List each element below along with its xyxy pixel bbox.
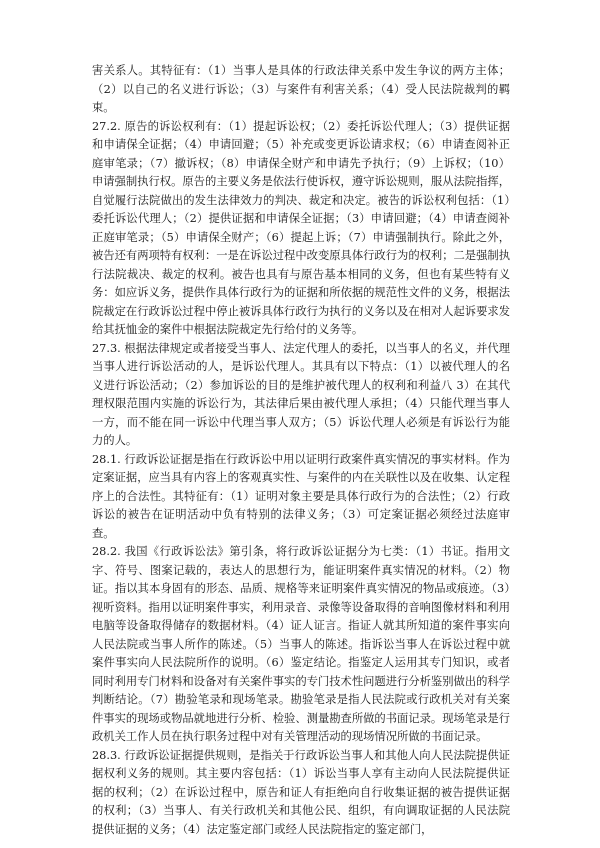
document-page [92, 62, 510, 839]
paragraph-27-2-litigation-rights: 27.2. 原告的诉讼权利有：（1）提起诉讼权；（2）委托诉讼代理人；（3）提供证据和申请保全证据；（4）申请回避；（5）补充或变更诉讼请求权；（6）申请查阅补正庭审笔录；（7）撤诉权；（8）申请保全财产和申请先予执行；（9）上诉权；（10）申请强制执行权。原告的主要义务是依法行使诉权，遵守诉讼规则，服从法院指挥，自觉履行法院做出的发生法律效力的判决、裁定和决定。被告的诉讼权利包括：（1）委托诉讼代理人；（2）提供证据和申请保全证据；（3）申请回避；（4）申请查阅补正庭审笔录；（5）申请保全财产；（6）提起上诉；（7）申请强制执行。除此之外，被告还有两项特有权利：一是在诉讼过程中改变原具体行政行为的权利；二是强制执行法院裁决、裁定的权利。被告也具有与原告基本相同的义务，但也有某些特有义务：如应诉义务，提供作具体行政行为的证据和所依据的规范性文件的义务，根据法院裁定在行政诉讼过程中停止被诉具体行政行为执行的义务以及在相对人起诉要求发给其抚恤金的案件中根据法院裁定先行给付的义务等。 [92, 119, 510, 336]
paragraph-party-features: 害关系人。其特征有：（1）当事人是具体的行政法律关系中发生争议的两方主体；（2）以自己的名义进行诉讼；（3）与案件有利害关系；（4）受人民法院裁判的羁束。 [92, 64, 510, 114]
paragraph-28-2-evidence-types: 28.2. 我国《行政诉讼法》第引条，将行政诉讼证据分为七类：（1）书证。指用文字、符号、图案记载的，表达人的思想行为，能证明案件真实情况的材料。（2）物证。指以其本身固有的形态、品质、规格等来证明案件真实情况的物品或痕迹。（3）视听资料。指用以证明案件事实，利用录音、录像等设备取得的音响图像材料和利用电脑等设备取得储存的数据材料。（4）证人证言。指证人就其所知道的案件事实向人民法院或当事人所作的陈述。（5）当事人的陈述。指诉讼当事人在诉讼过程中就案件事实向人民法院所作的说明。（6）鉴定结论。指鉴定人运用其专门知识，或者同时利用专门材料和设备对有关案件事实的专门技术性问题进行分析鉴别做出的科学判断结论。（7）勘验笔录和现场笔录。勘验笔录是指人民法院或行政机关对有关案件事实的现场或物品就地进行分析、检验、测量勘查所做的书面记录。现场笔录是行政机关工作人员在执行职务过程中对有关管理活动的现场情况所做的书面记录。 [92, 545, 510, 743]
paragraph-28-1-evidence-definition: 28.1. 行政诉讼证据是指在行政诉讼中用以证明行政案件真实情况的事实材料。作为定案证据，应当具有内容上的客观真实性、与案件的内在关联性以及在收集、认定程序上的合法性。其特征有：（1）证明对象主要是具体行政行为的合法性；（2）行政诉讼的被告在证明活动中负有特别的法律义务；（3）可定案证据必须经过法庭审查。 [92, 452, 510, 540]
paragraph-27-3-litigation-agent: 27.3. 根据法律规定或者接受当事人、法定代理人的委托，以当事人的名义，并代理当事人进行诉讼活动的人，是诉讼代理人。其具有以下特点：（1）以被代理人的名义进行诉讼活动；（2）参加诉讼的目的是维护被代理人的权利和利益八 3）在其代理权限范围内实施的诉讼行为，其法律后果由被代理人承担；（4）只能代理当事人一方，而不能在同一诉讼中代理当事人双方；（5）诉讼代理人必须是有诉讼行为能力的人。 [92, 341, 510, 447]
paragraph-28-3-evidence-rules: 28.3. 行政诉讼证据提供规则，是指关于行政诉讼当事人和其他人向人民法院提供证据权利义务的规则。其主要内容包括：（1）诉讼当事人享有主动向人民法院提供证据的权利；（2）在诉讼过程中，原告和证人有拒绝向自行收集证据的被告提供证据的权利；（3）当事人、有关行政机关和其他公民、组织，有向调取证据的人民法院提供证据的义务；（4）法定鉴定部门或经人民法院指定的鉴定部门， [92, 748, 510, 836]
